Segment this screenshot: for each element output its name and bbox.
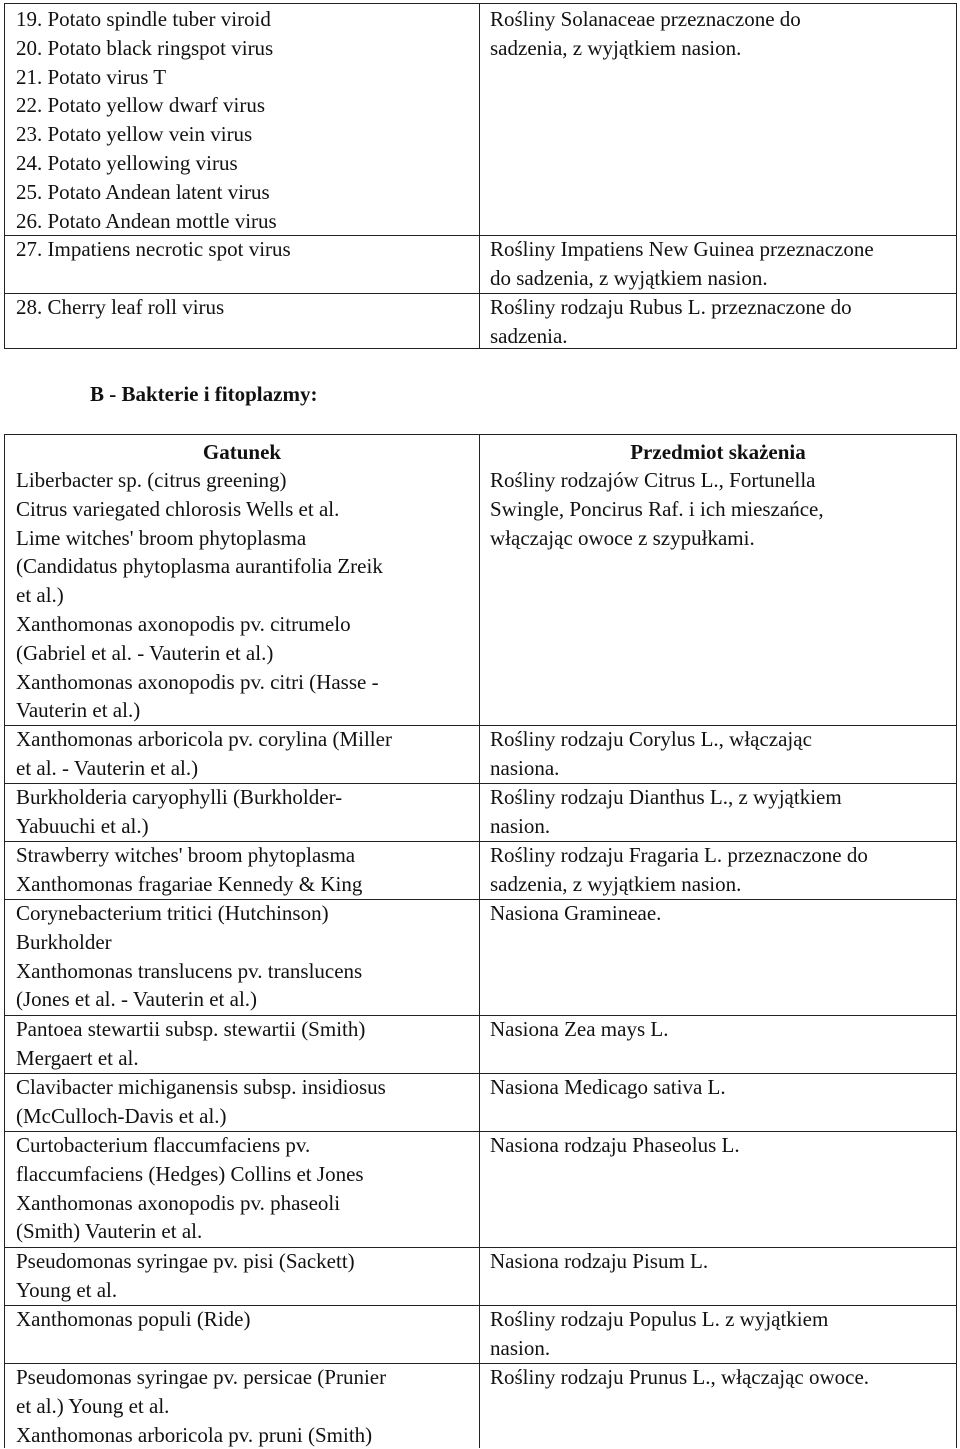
host-line: Rośliny rodzajów Citrus L., Fortunella — [490, 468, 816, 492]
host-line: Nasiona Gramineae. — [490, 901, 662, 925]
host-line: nasion. — [490, 813, 551, 838]
column-header-gatunek: Gatunek — [202, 440, 282, 464]
species-line: Mergaert et al. — [16, 1045, 139, 1070]
species-line: Strawberry witches' broom phytoplasma — [16, 843, 356, 867]
column-divider — [479, 435, 480, 1448]
species-line: 24. Potato yellowing virus — [16, 150, 238, 175]
species-cell — [16, 1247, 355, 1305]
species-line: Burkholder — [16, 929, 112, 954]
host-line: Nasiona rodzaju Pisum L. — [490, 1249, 709, 1273]
species-cell — [16, 841, 362, 899]
host-cell — [490, 725, 812, 783]
species-line: (Smith) Vauterin et al. — [16, 1219, 203, 1244]
host-cell — [490, 899, 661, 928]
host-cell — [490, 5, 801, 63]
species-cell — [16, 1015, 365, 1073]
species-cell — [16, 1073, 386, 1131]
species-line: Pantoea stewartii subsp. stewartii (Smith) — [16, 1017, 366, 1041]
host-line: sadzenia, z wyjątkiem nasion. — [490, 871, 742, 896]
species-line: (Candidatus phytoplasma aurantifolia Zreik — [16, 554, 383, 579]
species-line: Pseudomonas syringae pv. pisi (Sackett) — [16, 1249, 355, 1273]
species-line: Curtobacterium flaccumfaciens pv. — [16, 1133, 311, 1157]
species-cell — [16, 293, 224, 322]
species-line: et al. - Vauterin et al.) — [16, 755, 199, 780]
host-line: do sadzenia, z wyjątkiem nasion. — [490, 265, 768, 290]
species-line: Lime witches' broom phytoplasma — [16, 525, 307, 550]
host-line: Nasiona rodzaju Phaseolus L. — [490, 1133, 740, 1157]
species-line: 19. Potato spindle tuber viroid — [16, 7, 271, 31]
species-cell — [16, 1131, 364, 1246]
species-line: Xanthomonas axonopodis pv. citrumelo — [16, 611, 351, 636]
host-line: Rośliny Solanaceae przeznaczone do — [490, 7, 801, 31]
host-cell — [490, 841, 868, 899]
species-line: Burkholderia caryophylli (Burkholder- — [16, 785, 343, 809]
species-line: Xanthomonas populi (Ride) — [16, 1307, 251, 1331]
host-line: Rośliny rodzaju Corylus L., włączając — [490, 727, 812, 751]
host-line: Nasiona Zea mays L. — [490, 1017, 669, 1041]
host-cell — [490, 293, 852, 351]
host-cell — [490, 235, 874, 293]
host-cell — [490, 1015, 668, 1044]
species-line: Vauterin et al.) — [16, 698, 141, 723]
species-cell — [16, 783, 342, 841]
host-cell — [490, 1363, 869, 1392]
host-line: nasion. — [490, 1335, 551, 1360]
species-line: 22. Potato yellow dwarf virus — [16, 93, 266, 118]
host-line: sadzenia. — [490, 323, 568, 348]
species-line: Corynebacterium tritici (Hutchinson) — [16, 901, 329, 925]
species-cell — [16, 725, 392, 783]
host-line: sadzenia, z wyjątkiem nasion. — [490, 35, 742, 60]
host-cell — [490, 1247, 708, 1276]
species-cell — [16, 899, 362, 1014]
species-line: (Jones et al. - Vauterin et al.) — [16, 987, 258, 1012]
species-line: 26. Potato Andean mottle virus — [16, 208, 277, 233]
host-line: Rośliny rodzaju Rubus L. przeznaczone do — [490, 295, 852, 319]
species-line: Pseudomonas syringae pv. persicae (Prunier — [16, 1365, 387, 1389]
species-line: Clavibacter michiganensis subsp. insidiosus — [16, 1075, 386, 1099]
species-line: 23. Potato yellow vein virus — [16, 122, 253, 147]
species-line: Xanthomonas arboricola pv. corylina (Miller — [16, 727, 392, 751]
host-line: Swingle, Poncirus Raf. i ich mieszańce, — [490, 496, 824, 521]
species-line: 20. Potato black ringspot virus — [16, 35, 274, 60]
species-cell — [16, 235, 291, 264]
species-line: et al.) — [16, 583, 64, 608]
species-line: Xanthomonas translucens pv. translucens — [16, 958, 363, 983]
host-line: Rośliny rodzaju Populus L. z wyjątkiem — [490, 1307, 829, 1331]
species-line: 28. Cherry leaf roll virus — [16, 295, 225, 319]
species-line: Liberbacter sp. (citrus greening) — [16, 468, 287, 492]
species-cell — [16, 1363, 386, 1449]
species-line: (Gabriel et al. - Vauterin et al.) — [16, 640, 274, 665]
bacteria-table — [4, 434, 957, 1448]
species-line: et al.) Young et al. — [16, 1393, 170, 1418]
species-line: 21. Potato virus T — [16, 64, 167, 89]
virus-table — [4, 3, 957, 349]
species-line: Young et al. — [16, 1277, 118, 1302]
host-line: Rośliny Impatiens New Guinea przeznaczone — [490, 237, 874, 261]
species-line: 25. Potato Andean latent virus — [16, 179, 270, 204]
species-line: Xanthomonas fragariae Kennedy & King — [16, 871, 363, 896]
host-line: Nasiona Medicago sativa L. — [490, 1075, 726, 1099]
host-cell — [490, 783, 842, 841]
column-divider — [479, 4, 480, 348]
host-line: Rośliny rodzaju Dianthus L., z wyjątkiem — [490, 785, 842, 809]
species-cell — [16, 466, 383, 725]
table-row-virus-list — [16, 5, 277, 235]
species-line: (McCulloch-Davis et al.) — [16, 1103, 227, 1128]
host-line: włączając owoce z szypułkami. — [490, 525, 755, 550]
host-line: Rośliny rodzaju Prunus L., włączając owoce. — [490, 1365, 870, 1389]
host-line: nasiona. — [490, 755, 560, 780]
host-cell — [490, 1305, 828, 1363]
species-line: Xanthomonas arboricola pv. pruni (Smith) — [16, 1422, 373, 1447]
host-line: Rośliny rodzaju Fragaria L. przeznaczone do — [490, 843, 868, 867]
column-header-przedmiot: Przedmiot skażenia — [630, 440, 806, 464]
species-cell — [16, 1305, 250, 1334]
species-line: 27. Impatiens necrotic spot virus — [16, 237, 291, 261]
host-cell — [490, 1073, 726, 1102]
host-cell — [490, 466, 824, 552]
species-line: flaccumfaciens (Hedges) Collins et Jones — [16, 1161, 364, 1186]
section-heading: B - Bakterie i fitoplazmy: — [90, 382, 318, 406]
species-line: Yabuuchi et al.) — [16, 813, 149, 838]
host-cell — [490, 1131, 740, 1160]
species-line: Xanthomonas axonopodis pv. citri (Hasse - — [16, 669, 379, 694]
species-line: Citrus variegated chlorosis Wells et al. — [16, 496, 340, 521]
species-line: Xanthomonas axonopodis pv. phaseoli — [16, 1190, 341, 1215]
